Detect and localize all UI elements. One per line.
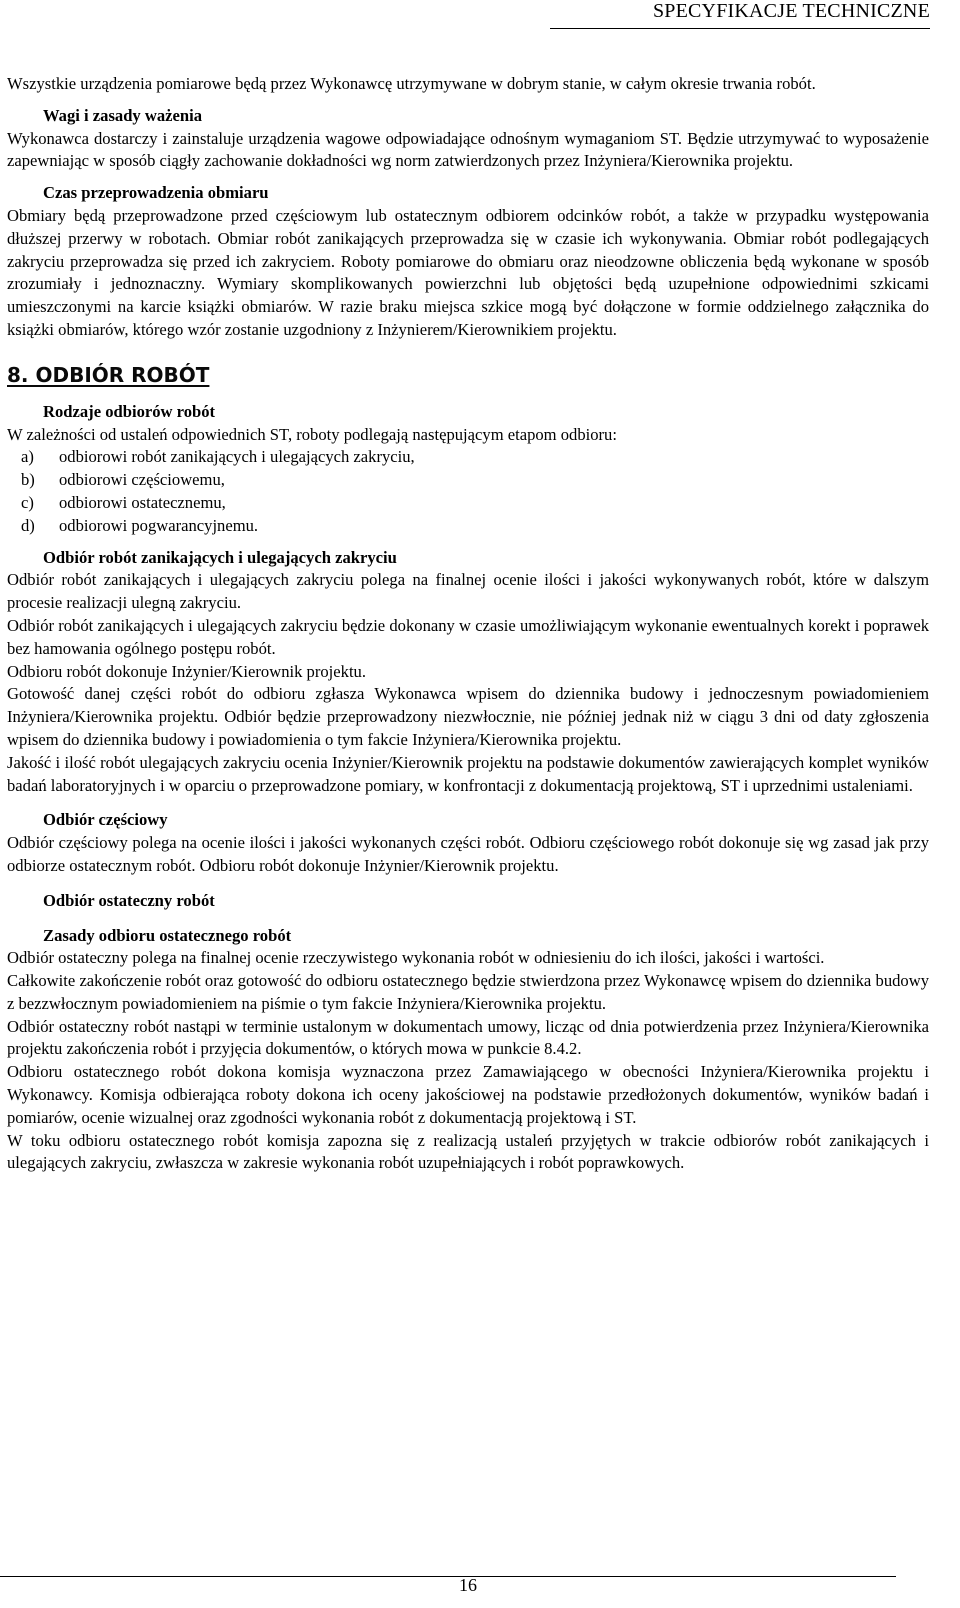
page-header	[550, 0, 930, 29]
receipt-types-heading: Rodzaje odbiorów robót	[43, 401, 216, 421]
hidden-works-paragraph: Gotowość danej części robót do odbioru zgłasza Wykonawca wpisem do dziennika budowy i jednoczesnym powiadomieniem Inżyniera/Kierownika projektu. Odbiór będzie przeprowadzony niezwłocznie, nie później jednak niż w ciągu 3 dni od daty zgłoszenia wpisem do dziennika budowy i powiadomienia o tym fakcie Inżyniera/Kierownika projektu.	[7, 684, 929, 749]
final-receipt-paragraph: W toku odbioru ostatecznego robót komisja zapozna się z realizacją ustaleń przyjętych w trakcie odbiorów robót zanikających i ulegających zakryciu, zwłaszcza w zakresie wykonania robót uzupełniających i robót poprawkowych.	[7, 1130, 929, 1173]
measure-time-heading: Czas przeprowadzenia obmiaru	[43, 183, 269, 203]
page-content	[7, 73, 929, 1175]
receipt-types-intro: W zależności od ustaleń odpowiednich ST, roboty podlegają następującym etapom odbioru:	[7, 424, 617, 444]
receipt-types-list	[7, 446, 929, 537]
page-number: 16	[459, 1575, 477, 1595]
hidden-works-paragraph: Odbioru robót dokonuje Inżynier/Kierownik projektu.	[7, 661, 366, 681]
weights-paragraph: Wykonawca dostarczy i zainstaluje urządzenia wagowe odpowiadające odnośnym wymaganiom ST. Będzie utrzymywać to wyposażenie zapewniając w sposób ciągły zachowanie dokładności wg norm zatwierdzonych przez Inżyniera/Kierownika projektu.	[7, 128, 929, 171]
partial-receipt-paragraph: Odbiór częściowy polega na ocenie ilości i jakości wykonanych części robót. Odbioru częściowego robót dokonuje się wg zasad jak przy odbiorze ostatecznym robót. Odbioru robót dokonuje Inżynier/Kierownik projektu.	[7, 833, 929, 875]
hidden-works-heading: Odbiór robót zanikających i ulegających zakryciu	[43, 547, 397, 567]
final-receipt-subheading: Zasady odbioru ostatecznego robót	[43, 925, 292, 945]
measure-time-paragraph: Obmiary będą przeprowadzone przed częściowym lub ostatecznym odbiorem odcinków robót, a także w przypadku występowania dłuższej przerwy w robotach. Obmiar robót zanikających przeprowadza się w czasie ich wykonywania. Obmiar robót podlegających zakryciu przeprowadza się przed ich zakryciem. Roboty pomiarowe do obmiaru oraz nieodzowne obliczenia będą wykonane w sposób zrozumiały i jednoznaczny. Wymiary skomplikowanych powierzchni lub objętości będą uzupełnione odpowiednimi szkicami umieszczonymi na karcie książki obmiarów. W razie braku miejsca szkice mogą być dołączone w formie oddzielnego załącznika do książki obmiarów, którego wzór zostanie uzgodniony z Inżynierem/Kierownikiem projektu.	[7, 205, 929, 339]
header-title: SPECYFIKACJE TECHNICZNE	[652, 0, 930, 22]
final-receipt-paragraph: Odbioru ostatecznego robót dokona komisja wyznaczona przez Zamawiającego w obecności Inżyniera/Kierownika projektu i Wykonawcy. Komisja odbierająca roboty dokona ich oceny jakościowej na podstawie przedłożonych dokumentów, wyników badań i pomiarów, ocenie wizualnej oraz zgodności wykonania robót z dokumentacją projektową i ST.	[7, 1062, 929, 1127]
final-receipt-paragraph: Odbiór ostateczny polega na finalnej ocenie rzeczywistego wykonania robót w odniesieniu do ich ilości, jakości i wartości.	[7, 948, 825, 968]
list-item: c) odbiorowi ostatecznemu,	[21, 492, 226, 512]
final-receipt-paragraph: Całkowite zakończenie robót oraz gotowość do odbioru ostatecznego będzie stwierdzona przez Wykonawcę wpisem do dziennika budowy z bezzwłocznym powiadomieniem na piśmie o tym fakcie Inżyniera/Kierownika projektu.	[7, 971, 929, 1013]
weights-heading: Wagi i zasady ważenia	[43, 105, 203, 125]
list-item: d) odbiorowi pogwarancyjnemu.	[21, 515, 259, 535]
list-item: b) odbiorowi częściowemu,	[21, 470, 225, 490]
hidden-works-paragraph: Odbiór robót zanikających i ulegających zakryciu będzie dokonany w czasie umożliwiającym wykonanie ewentualnych korekt i poprawek bez hamowania ogólnego postępu robót.	[7, 615, 929, 658]
hidden-works-paragraph: Jakość i ilość robót ulegających zakryciu ocenia Inżynier/Kierownik projektu na podstawie dokumentów zawierających komplet wyników badań laboratoryjnych i w oparciu o przeprowadzone pomiary, w konfrontacji z dokumentacją projektową, ST i uprzednimi ustaleniami.	[7, 752, 929, 795]
section-8-title: 8. ODBIÓR ROBÓT	[7, 362, 210, 387]
intro-paragraph: Wszystkie urządzenia pomiarowe będą przez Wykonawcę utrzymywane w dobrym stanie, w całym okresie trwania robót.	[7, 74, 816, 93]
final-receipt-heading: Odbiór ostateczny robót	[43, 890, 215, 910]
final-receipt-paragraph: Odbiór ostateczny robót nastąpi w terminie ustalonym w dokumentach umowy, licząc od dnia potwierdzenia przez Inżyniera/Kierownika projektu zakończenia robót i przyjęcia dokumentów, o których mowa w punkcie 8.4.2.	[7, 1016, 929, 1059]
partial-receipt-heading: Odbiór częściowy	[43, 810, 168, 830]
list-item: a) odbiorowi robót zanikających i ulegających zakryciu,	[21, 447, 415, 467]
hidden-works-paragraph: Odbiór robót zanikających i ulegających zakryciu polega na finalnej ocenie ilości i jakości wykonywanych robót, które w dalszym procesie realizacji ulegną zakryciu.	[7, 570, 929, 613]
